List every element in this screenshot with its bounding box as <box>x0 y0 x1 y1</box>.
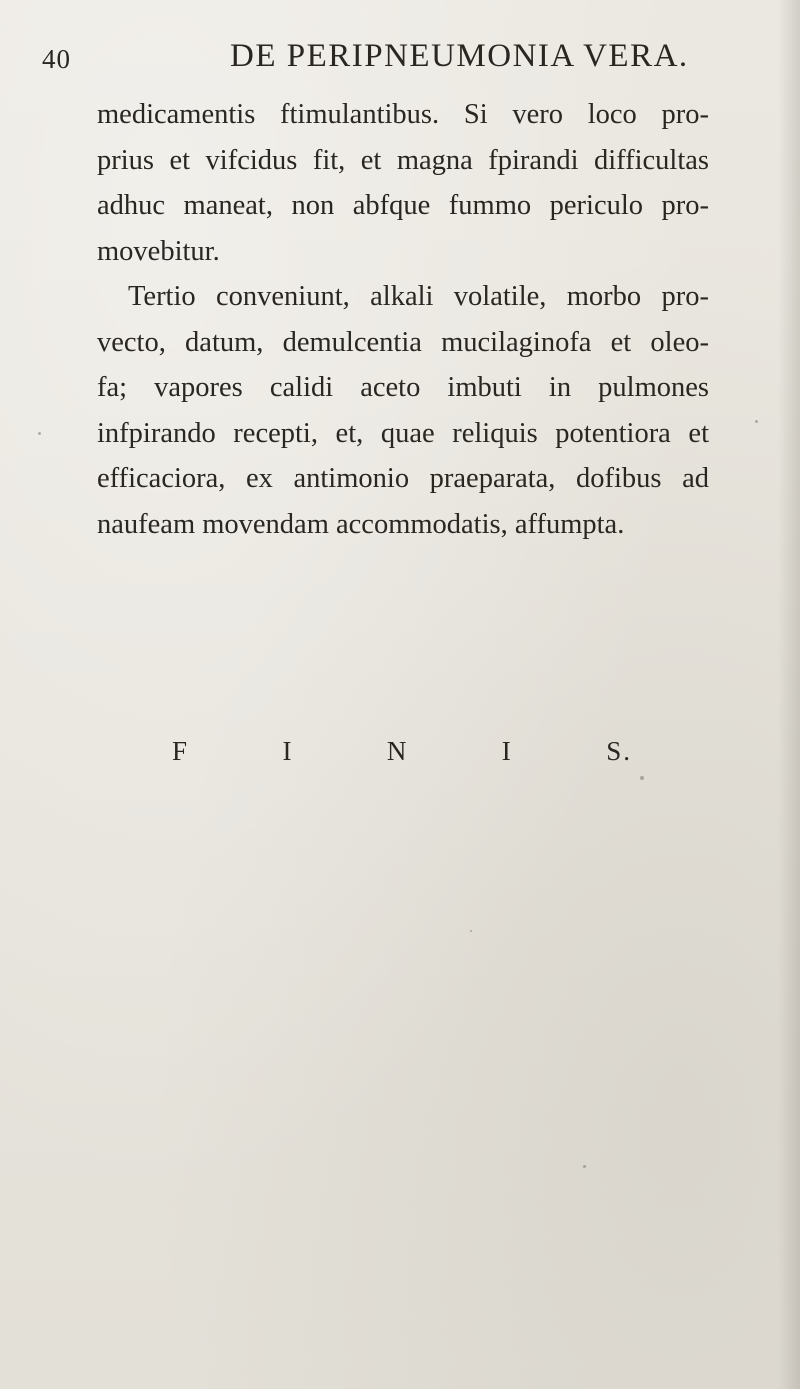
finis-letter: F <box>172 736 190 766</box>
page-header <box>42 36 702 84</box>
finis-letter: I <box>282 736 294 766</box>
text-line: medicamentis ftimulantibus. Si vero loco pro- <box>97 99 709 130</box>
running-head: DE PERIPNEUMONIA VERA. <box>230 38 689 74</box>
paper-speck <box>38 432 41 435</box>
text-line: fa; vapores calidi aceto imbuti in pulmones <box>97 372 709 403</box>
finis-colophon <box>172 736 632 767</box>
body-text <box>97 92 709 547</box>
text-line: infpirando recepti, et, quae reliquis potentiora et <box>97 417 709 449</box>
page-number: 40 <box>42 44 71 74</box>
paper-speck <box>755 420 758 423</box>
page-edge-shadow <box>778 0 800 1389</box>
finis-letter: I <box>501 736 513 766</box>
finis-letter: S. <box>606 736 632 766</box>
text-line: efficaciora, ex antimonio praeparata, dofibus ad <box>97 463 709 494</box>
paper-speck <box>583 1165 586 1168</box>
text-line: Tertio conveniunt, alkali volatile, morbo pro- <box>128 281 709 312</box>
text-line: vecto, datum, demulcentia mucilaginofa et oleo- <box>97 326 709 358</box>
text-line: adhuc maneat, non abfque fummo periculo pro- <box>97 190 709 221</box>
paper-speck <box>640 776 644 780</box>
text-line: prius et vifcidus fit, et magna fpirandi difficultas <box>97 144 709 176</box>
text-line: movebitur. <box>97 235 220 267</box>
paper-speck <box>470 930 472 932</box>
finis-letter: N <box>386 736 409 766</box>
text-line: naufeam movendam accommodatis, affumpta. <box>97 508 625 540</box>
